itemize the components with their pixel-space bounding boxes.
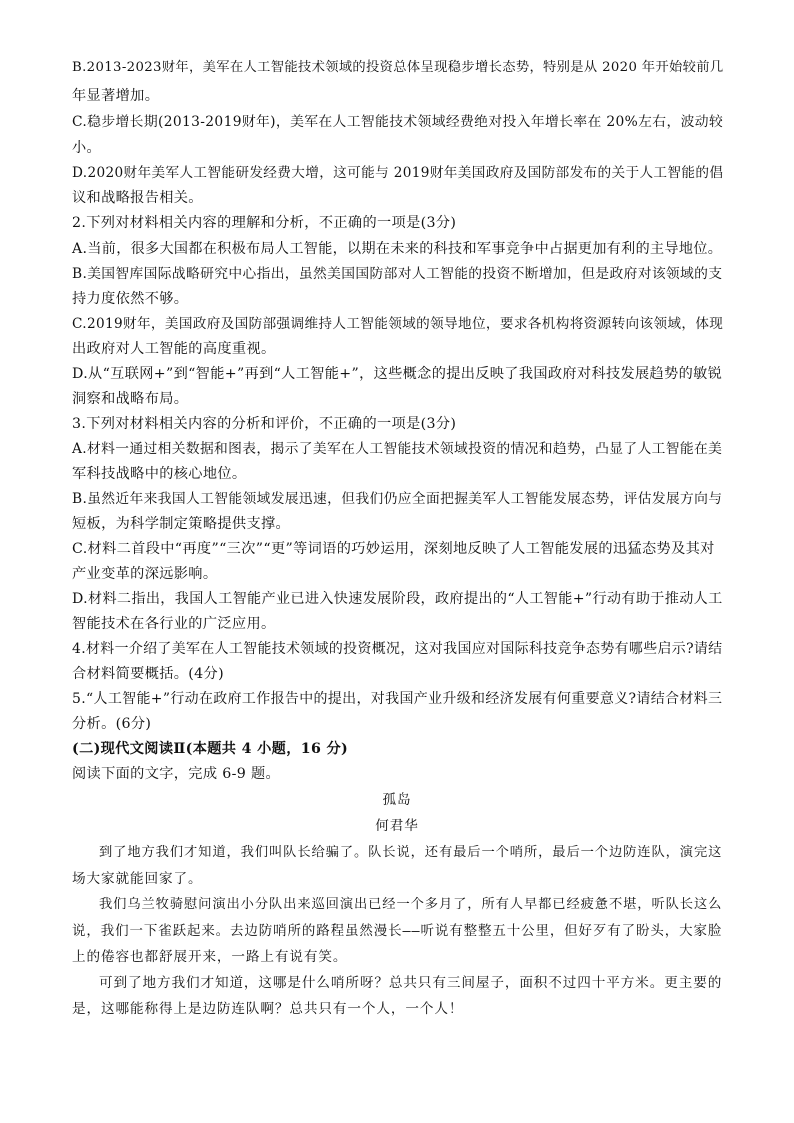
q2-option-a: A.当前，很多大国都在积极布局人工智能，以期在未来的科技和军事竞争中占据更加有利的主导地位。	[72, 241, 723, 257]
question-4-line-2: 合材料简要概括。(4分)	[72, 666, 224, 682]
q3-option-b-line-1: B.虽然近年来我国人工智能领域发展迅速，但我们仍应全面把握美军人工智能发展态势，评估发展方向与	[72, 491, 723, 507]
q2-option-b-line-1: B.美国智库国际战略研究中心指出，虽然美国国防部对人工智能的投资不断增加，但是政府对该领域的支	[72, 266, 723, 282]
option-b-line-2: 年显著增加。	[72, 88, 160, 104]
q3-option-c-line-1: C.材料二首段中“再度”“三次”“更”等词语的巧妙运用，深刻地反映了人工智能发展的迅猛态势及其对	[72, 541, 715, 557]
story-paragraph-2-line-3: 上的倦容也都舒展开来，一路上有说有笑。	[72, 949, 348, 965]
question-4-line-1: 4.材料一介绍了美军在人工智能技术领域的投资概况，这对我国应对国际科技竞争态势有哪些启示?请结	[72, 641, 723, 657]
q2-option-c-line-1: C.2019财年，美国政府及国防部强调维持人工智能领域的领导地位，要求各机构将资源转向该领域，体现	[72, 316, 724, 332]
question-5-line-2: 分析。(6分)	[72, 716, 152, 732]
question-5-line-1: 5.“人工智能+”行动在政府工作报告中的提出，对我国产业升级和经济发展有何重要意义?请结合材料三	[72, 691, 723, 707]
option-d-line-1: D.2020财年美军人工智能研发经费大增，这可能与 2019财年美国政府及国防部发布的关于人工智能的倡	[72, 165, 724, 181]
option-b-line-1: B.2013-2023财年，美军在人工智能技术领域的投资总体呈现稳步增长态势，特别是从 2020 年开始较前几	[72, 60, 724, 75]
story-paragraph-3-line-2: 是，这哪能称得上是边防连队啊？总共只有一个人，一个人！	[72, 1001, 464, 1017]
q3-option-b-line-2: 短板，为科学制定策略提供支撑。	[72, 516, 291, 532]
q3-option-d-line-2: 智能技术在各行业的广泛应用。	[72, 616, 276, 632]
q3-option-a-line-1: A.材料一通过相关数据和图表，揭示了美军在人工智能技术领域投资的情况和趋势，凸显了人工智能在美	[72, 441, 723, 457]
story-paragraph-1-line-2: 场大家就能回家了。	[72, 871, 203, 887]
story-paragraph-1-line-1: 到了地方我们才知道，我们叫队长给骗了。队长说，还有最后一个哨所，最后一个边防连队，演完这	[99, 845, 723, 860]
q3-option-c-line-2: 产业变革的深远影响。	[72, 566, 218, 582]
q2-option-c-line-2: 出政府对人工智能的高度重视。	[72, 341, 276, 357]
q2-option-b-line-2: 持力度依然不够。	[72, 291, 189, 307]
q3-option-a-line-2: 军科技战略中的核心地位。	[72, 466, 247, 482]
story-paragraph-2-line-1: 我们乌兰牧骑慰问演出小分队出来巡回演出已经一个多月了，所有人早都已经疲惫不堪，听队长这么	[99, 897, 723, 912]
option-d-line-2: 议和战略报告相关。	[72, 190, 203, 206]
section-heading: (二)现代文阅读Ⅱ(本题共 4 小题，16 分)	[72, 741, 349, 757]
story-paragraph-2-line-2: 说，我们一下雀跃起来。去边防哨所的路程虽然漫长——听说有整整五十公里，但好歹有了盼头，大家脸	[72, 923, 723, 939]
q3-option-d-line-1: D.材料二指出，我国人工智能产业已进入快速发展阶段，政府提出的“人工智能+”行动有助于推动人工	[72, 591, 723, 607]
q2-option-d-line-2: 洞察和战略布局。	[72, 391, 189, 407]
q2-option-d-line-1: D.从“互联网+”到“智能+”再到“人工智能+”，这些概念的提出反映了我国政府对科技发展趋势的敏锐	[72, 366, 723, 382]
reading-instruction: 阅读下面的文字，完成 6-9 题。	[72, 766, 281, 782]
option-c-line-1: C.稳步增长期(2013-2019财年)，美军在人工智能技术领域经费绝对投入年增长率在 20%左右，波动较	[72, 114, 724, 130]
question-2: 2.下列对材料相关内容的理解和分析，不正确的一项是(3分)	[72, 215, 457, 231]
option-c-line-2: 小。	[72, 140, 102, 156]
story-author: 何君华	[375, 818, 419, 834]
story-title: 孤岛	[382, 792, 412, 808]
story-paragraph-3-line-1: 可到了地方我们才知道，这哪是什么哨所呀？总共只有三间屋子，面积不过四十平方米。更主要的	[99, 975, 723, 991]
question-3: 3.下列对材料相关内容的分析和评价，不正确的一项是(3分)	[72, 416, 457, 432]
